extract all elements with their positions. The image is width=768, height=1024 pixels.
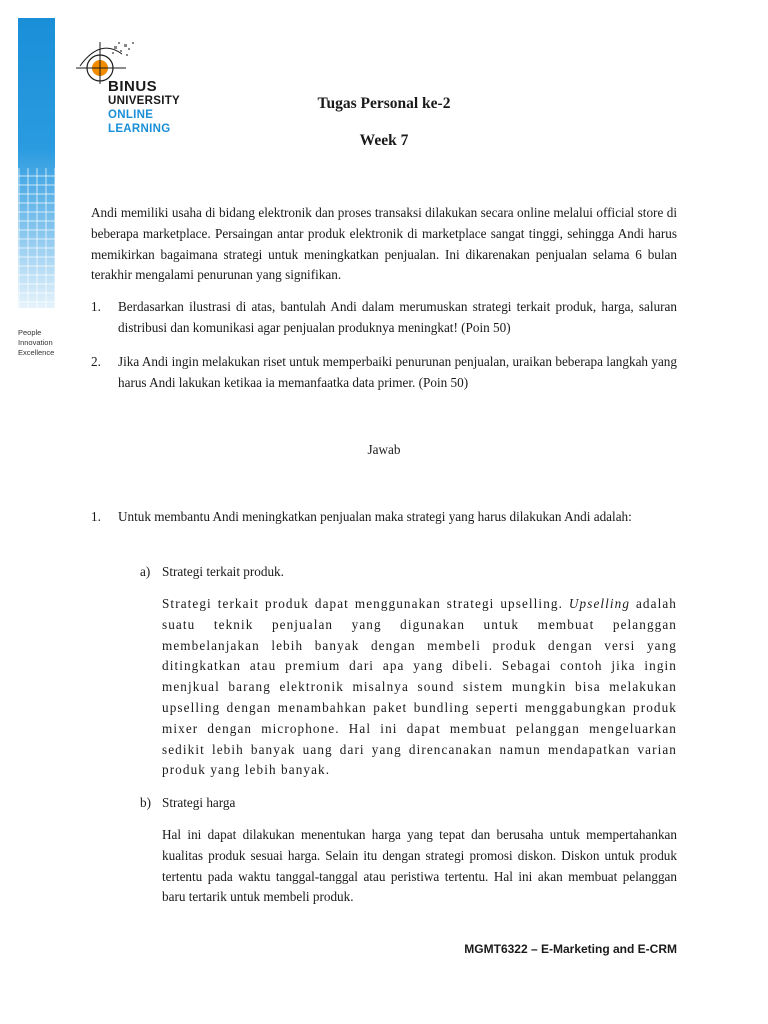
logo-university-text: UNIVERSITY (108, 95, 181, 107)
sidebar-tagline (18, 328, 54, 358)
answer-1-text: Untuk membantu Andi meningkatkan penjualan maka strategi yang harus dilakukan Andi adalah: (118, 509, 632, 524)
logo-online-text: ONLINE (108, 109, 154, 121)
answer-heading: Jawab (367, 442, 401, 457)
item-b-body: Hal ini dapat dilakukan menentukan harga yang tepat dan berusaha untuk mempertahankan kualitas produk sesuai harga. Selain itu dengan strategi promosi diskon. Diskon untuk produk tertentu pada waktu tanggal-tanggal atau peristiwa tertentu. Hal ini akan membuat pelanggan baru tertarik untuk membeli produk. (162, 827, 677, 905)
logo-learning-text: LEARNING (108, 123, 171, 135)
answer-1-number: 1. (91, 509, 101, 524)
document-title: Tugas Personal ke-2 (317, 95, 451, 112)
sidebar-tile-pattern (18, 168, 55, 308)
item-a-body (162, 594, 677, 781)
item-b-label: b) (140, 795, 151, 810)
question-1-text: Berdasarkan ilustrasi di atas, bantulah Andi dalam merumuskan strategi terkait produk, harga, saluran distribusi dan komunikasi agar penjualan produknya meningkat! (Poin 50) (118, 299, 677, 335)
tagline-innovation: Innovation (18, 338, 53, 347)
question-2-number: 2. (91, 354, 101, 369)
item-a-title: Strategi terkait produk. (162, 564, 284, 579)
item-a-body-post: adalah suatu teknik penjualan yang digunakan untuk membuat pelanggan membelanjakan lebih banyak dengan membeli produk dengan versi yang ditingkatkan atau premium dari apa yang dibeli. Sebagai contoh jika ingin menjkual barang elektronik misalnya sound sistem mungkin bisa melakukan upselling dengan menambahkan paket bundling seperti menggabungkan produk mixer dengan microphone. Hal ini dapat membuat pelanggan mengeluarkan sedikit lebih banyak uang dari yang direncanakan namun mendapatkan varian produk yang lebih banyak. (162, 596, 677, 778)
item-a-body-emphasis: Upselling (568, 596, 631, 611)
tagline-people: People (18, 328, 42, 337)
item-a-body-pre: Strategi terkait produk dapat menggunakan strategi upselling. (162, 596, 569, 611)
logo-binus-text: BINUS (108, 78, 158, 95)
tagline-excellence: Excellence (18, 348, 55, 357)
question-2-text: Jika Andi ingin melakukan riset untuk memperbaiki penurunan penjualan, uraikan beberapa langkah yang harus Andi lakukan ketikaa ia memanfaatka data primer. (Poin 50) (118, 354, 677, 390)
page-footer: MGMT6322 – E-Marketing and E-CRM (464, 942, 677, 956)
item-b-title: Strategi harga (162, 795, 236, 810)
sidebar-color-bar (18, 18, 55, 308)
item-a-label: a) (140, 564, 151, 579)
document-week: Week 7 (359, 132, 409, 149)
question-1-number: 1. (91, 299, 101, 314)
intro-paragraph: Andi memiliki usaha di bidang elektronik dan proses transaksi dilakukan secara online melalui official store di beberapa marketplace. Persaingan antar produk elektronik di marketplace sangat tinggi, sehingga Andi harus memikirkan bagaimana strategi untuk meningkatkan penjualan. Ini dikarenakan penjualan selama 6 bulan terakhir mengalami penurunan yang signifikan. (91, 205, 677, 283)
